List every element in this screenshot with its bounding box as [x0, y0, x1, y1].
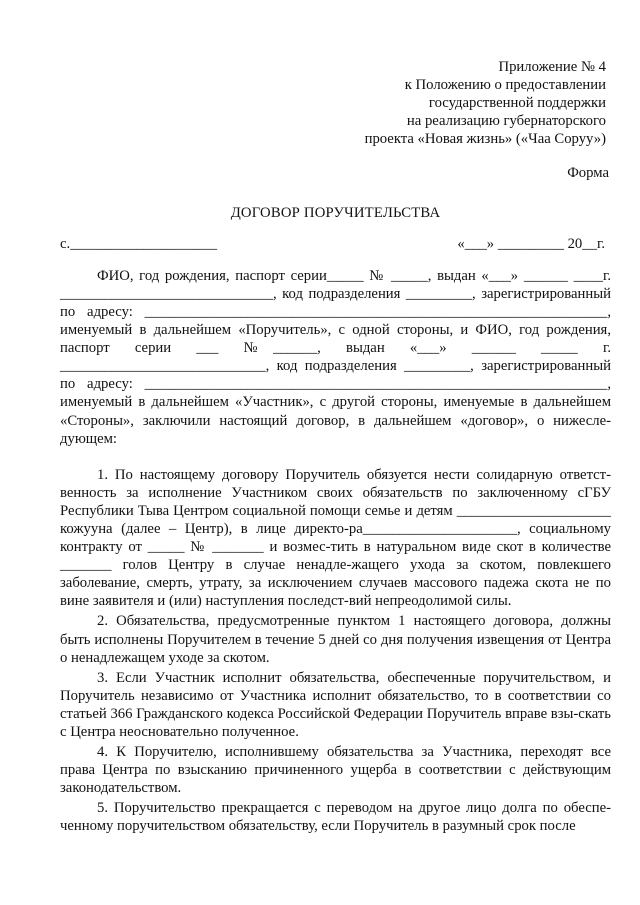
appendix-header: [60, 58, 606, 148]
appendix-line: государственной поддержки: [428, 95, 606, 112]
appendix-line: Приложение № 4: [498, 59, 606, 75]
form-label: Форма: [567, 165, 609, 182]
parties-line: _____________________________, код подразделения _________, зарегистрированный: [60, 285, 611, 302]
parties-line: «Стороны», заключили настоящий договор, в дальнейшем «договор», о нижесле-: [60, 412, 611, 429]
document-title: ДОГОВОР ПОРУЧИТЕЛЬСТВА: [230, 204, 441, 221]
parties-section: [60, 267, 611, 448]
parties-line: по адресу: _______________________________________________________________,: [60, 376, 611, 393]
parties-line: дующем:: [60, 430, 117, 447]
parties-line: ФИО, год рождения, паспорт серии_____ № _____, выдан «___» ______ ____г.: [97, 267, 611, 284]
appendix-line: к Положению о предоставлении: [404, 77, 606, 94]
clauses-section: [60, 466, 611, 836]
place-field: с.____________________: [60, 235, 218, 252]
clause-5: 5. Поручительство прекращается с переводом на другое лицо долга по обеспе-ченному поручительством обязательству, если Поручитель в разумный срок после: [60, 800, 611, 835]
place-date-row: [60, 235, 611, 253]
parties-line: ____________________________, код подразделения _________, зарегистрированный: [60, 358, 611, 375]
clause-1: 1. По настоящему договору Поручитель обязуется нести солидарную ответст-венность за исполнение Участником своих обязательств по заключенному сГБУ Республики Тыва Центром социальной помощи семье и детям _____________________ кожууна (далее – Центр), в лице директо-ра_____________________, социальному контракту от _____ № _______ и возмес-тить в натуральном виде скот в количестве _______ голов Центру в случае ненадле-жащего ухода за скотом, повлекшего заболевание, смерть, утрату, за исключением случаев массового падежа скота не по вине заявителя и (или) наступления последст-вий непреодолимой силы.: [60, 466, 611, 610]
parties-line: паспорт серии ___ №______, выдан «___» ______ _____ г.: [60, 340, 611, 357]
clause-2: 2. Обязательства, предусмотренные пунктом 1 настоящего договора, должны быть исполнены Поручителем в течение 5 дней со дня получения извещения от Центра о ненадлежащем уходе за скотом.: [60, 613, 611, 666]
date-field: «___» _________ 20__г.: [457, 235, 605, 252]
parties-line: по адресу: _______________________________________________________________,: [60, 303, 611, 320]
appendix-line: на реализацию губернаторского: [406, 113, 606, 130]
parties-line: именуемый в дальнейшем «Поручитель», с одной стороны, и ФИО, год рождения,: [60, 322, 611, 339]
clause-3: 3. Если Участник исполнит обязательства, обеспеченные поручительством, и Поручитель независимо от Участника исполнит обязательство, то в соответствии со статьей 366 Гражданского кодекса Российской Федерации Поручитель вправе взы-скать с Центра неосновательно полученное.: [60, 669, 611, 740]
clause-4: 4. К Поручителю, исполнившему обязательства за Участника, переходят все права Центра по взысканию причиненного ущерба в соответствии с действующим законодательством.: [60, 744, 611, 797]
appendix-line: проекта «Новая жизнь» («Чаа Соруу»): [364, 131, 606, 148]
parties-line: именуемый в дальнейшем «Участник», с другой стороны, именуемые в дальнейшем: [60, 394, 611, 411]
